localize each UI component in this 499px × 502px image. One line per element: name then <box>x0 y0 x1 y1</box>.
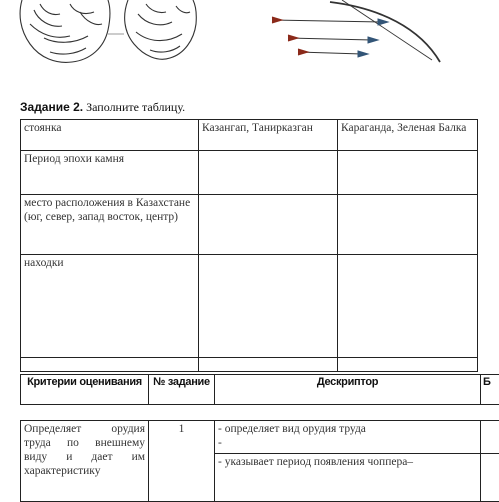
task-label: Задание 2. <box>20 100 83 114</box>
header-cell-kazangap: Казангап, Танирказган <box>199 120 338 151</box>
empty-cell <box>199 358 338 372</box>
descriptor-text: - <box>218 436 477 450</box>
bow-and-arrows-image <box>272 0 440 62</box>
header-cell-karaganda: Караганда, Зеленая Балка <box>338 120 478 151</box>
fill-in-table <box>20 119 478 372</box>
header-cell-site: стоянка <box>21 120 199 151</box>
criterion-line: виду и дает им <box>24 450 145 464</box>
empty-cell <box>21 358 199 372</box>
criterion-line: труда по внешнему <box>24 436 145 450</box>
criterion-line: Определяет орудия <box>24 422 145 436</box>
row-label-location: место расположения в Казахстане (юг, север, запад восток, центр) <box>21 195 199 255</box>
score-cell[interactable] <box>481 421 499 454</box>
answer-cell[interactable] <box>199 255 338 358</box>
score-header: Б <box>481 375 499 405</box>
table-row <box>21 358 478 372</box>
task-instruction: Заполните таблицу. <box>86 100 185 114</box>
answer-cell[interactable] <box>338 195 478 255</box>
empty-cell <box>338 358 478 372</box>
answer-cell[interactable] <box>338 255 478 358</box>
row-label-finds: находки <box>21 255 199 358</box>
criterion-line: характеристику <box>24 464 145 478</box>
answer-cell[interactable] <box>199 195 338 255</box>
stone-tool-right-image <box>125 0 197 59</box>
descriptor-cell <box>215 421 481 454</box>
task-heading <box>20 100 185 115</box>
table-row <box>21 421 499 454</box>
answer-cell[interactable] <box>199 151 338 195</box>
criteria-header-row <box>21 375 499 405</box>
descriptor-text: - определяет вид орудия труда <box>218 422 477 436</box>
task-number-header: № задание <box>149 375 215 405</box>
table-row <box>21 195 478 255</box>
illustration-area <box>0 0 499 92</box>
criteria-body-table <box>20 420 499 502</box>
score-cell[interactable] <box>481 454 499 502</box>
criteria-header-table <box>20 374 499 405</box>
criterion-cell <box>21 421 149 502</box>
table-row <box>21 255 478 358</box>
stone-tool-left-image <box>20 0 110 62</box>
criteria-header: Критерии оценивания <box>21 375 149 405</box>
answer-cell[interactable] <box>338 151 478 195</box>
table-header-row <box>21 120 478 151</box>
row-label-period: Период эпохи камня <box>21 151 199 195</box>
descriptor-header: Дескриптор <box>215 375 481 405</box>
descriptor-cell: - указывает период появления чоппера– <box>215 454 481 502</box>
task-number-cell: 1 <box>149 421 215 502</box>
table-row <box>21 151 478 195</box>
